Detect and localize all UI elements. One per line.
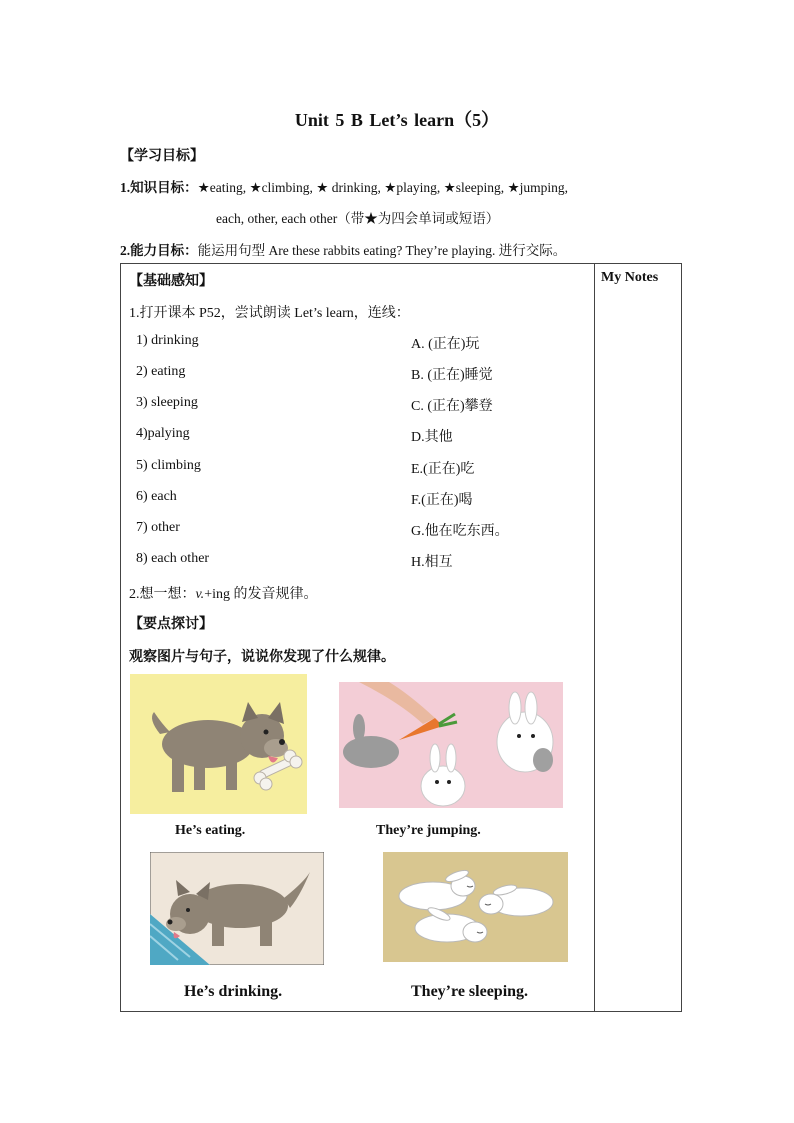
basic-instruction: 1.打开课本 P52，尝试朗读 Let’s learn，连线：	[129, 306, 410, 321]
dog-drinking-image	[150, 852, 324, 965]
left-item: 6) each	[136, 489, 177, 504]
left-item: 4)palying	[136, 426, 190, 441]
goal-ability-label: 2.能力目标：	[120, 243, 198, 258]
rabbits-sleeping-image	[383, 852, 568, 962]
goal-knowledge	[120, 176, 568, 196]
think-line	[129, 583, 317, 603]
right-item: E.(正在)吃	[411, 462, 475, 477]
rabbits-jumping-image	[339, 682, 563, 808]
think-suffix: +ing 的发音规律。	[204, 587, 318, 602]
left-item: 8) each other	[136, 551, 210, 566]
caption-eating: He’s eating.	[175, 823, 246, 838]
left-item: 5) climbing	[136, 458, 201, 473]
left-item: 7) other	[136, 520, 180, 535]
notes-divider	[594, 263, 595, 1012]
right-item: G.他在吃东西。	[411, 524, 509, 539]
right-item: A. (正在)玩	[411, 337, 480, 352]
left-item: 2) eating	[136, 364, 186, 379]
goal-knowledge-words: each, other, each other（带★为四会单词或短语）	[216, 211, 500, 226]
right-item: F.(正在)喝	[411, 493, 473, 508]
goal-knowledge-text: ★eating, ★climbing, ★ drinking, ★playing, ★sleeping, ★jumping,	[197, 180, 568, 195]
dog-eating-image	[130, 674, 307, 814]
goals-header: 【学习目标】	[120, 149, 204, 164]
caption-jumping: They’re jumping.	[376, 823, 481, 838]
right-item: D.其他	[411, 430, 453, 445]
goal-knowledge-label: 1.知识目标：	[120, 180, 198, 195]
right-item: B. (正在)睡觉	[411, 368, 493, 383]
left-item: 3) sleeping	[136, 395, 198, 410]
page-title: Unit 5 B Let’s learn（5）	[294, 110, 500, 130]
caption-sleeping: They’re sleeping.	[411, 983, 529, 1000]
think-prefix: 2.想一想：	[129, 587, 196, 602]
caption-drinking: He’s drinking.	[184, 983, 283, 1000]
explore-instruction: 观察图片与句子，说说你发现了什么规律。	[129, 650, 395, 665]
goal-ability	[120, 239, 566, 259]
basic-header: 【基础感知】	[129, 274, 213, 289]
right-item: C. (正在)攀登	[411, 399, 493, 414]
goal-ability-text: 能运用句型 Are these rabbits eating? They’re playing. 进行交际。	[197, 243, 567, 258]
left-item: 1) drinking	[136, 333, 199, 348]
my-notes-label: My Notes	[601, 270, 659, 285]
think-italic: v.	[195, 587, 205, 602]
right-item: H.相互	[411, 555, 453, 570]
explore-header: 【要点探讨】	[129, 617, 213, 632]
